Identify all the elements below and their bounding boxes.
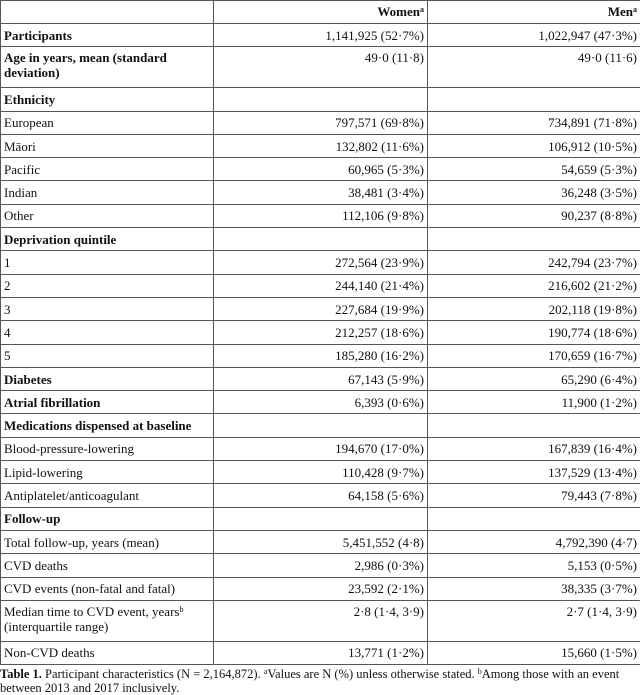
men-value: 65,290 (6·4%) [428, 367, 640, 390]
men-value: 54,659 (5·3%) [428, 158, 640, 181]
row-label [1, 321, 214, 344]
table-row [1, 111, 640, 134]
women-value: 13,771 (1·2%) [214, 641, 428, 664]
men-value: 11,900 (1·2%) [428, 391, 640, 414]
row-label-text: Follow-up [4, 511, 60, 526]
row-label-text: Ethnicity [4, 92, 55, 107]
header-women-text: Women [377, 4, 420, 19]
table-row [1, 530, 640, 553]
table-row [1, 461, 640, 484]
row-label [1, 274, 214, 297]
women-value: 112,106 (9·8%) [214, 204, 428, 227]
men-value: 79,443 (7·8%) [428, 484, 640, 507]
table-row [1, 158, 640, 181]
women-value: 64,158 (5·6%) [214, 484, 428, 507]
row-label [1, 530, 214, 553]
men-value: 1,022,947 (47·3%) [428, 24, 640, 47]
men-value [428, 414, 640, 437]
women-value: 110,428 (9·7%) [214, 461, 428, 484]
women-value: 6,393 (0·6%) [214, 391, 428, 414]
footnote-marker: b [179, 605, 183, 614]
table-row [1, 554, 640, 577]
row-label [1, 414, 214, 437]
women-value: 272,564 (23·9%) [214, 251, 428, 274]
table-row [1, 391, 640, 414]
women-value: 797,571 (69·8%) [214, 111, 428, 134]
table-caption [0, 665, 640, 695]
women-value: 244,140 (21·4%) [214, 274, 428, 297]
row-label-text: Non-CVD deaths [4, 645, 95, 660]
row-label-text: European [4, 115, 54, 130]
row-label-text: CVD deaths [4, 558, 68, 573]
footnote-marker: a [264, 667, 268, 676]
caption-title: Table 1. [0, 667, 42, 681]
women-value: 212,257 (18·6%) [214, 321, 428, 344]
row-label-text: Deprivation quintile [4, 232, 116, 247]
row-label [1, 181, 214, 204]
men-value: 170,659 (16·7%) [428, 344, 640, 367]
men-value: 137,529 (13·4%) [428, 461, 640, 484]
men-value: 734,891 (71·8%) [428, 111, 640, 134]
row-label [1, 641, 214, 664]
women-value: 23,592 (2·1%) [214, 577, 428, 600]
table-row [1, 344, 640, 367]
table-row [1, 484, 640, 507]
men-value: 15,660 (1·5%) [428, 641, 640, 664]
row-label-text: Lipid-lowering [4, 465, 83, 480]
men-value: 90,237 (8·8%) [428, 204, 640, 227]
caption-text: Values are N (%) unless otherwise stated. [267, 667, 477, 681]
row-label [1, 134, 214, 157]
men-value: 106,912 (10·5%) [428, 134, 640, 157]
men-value [428, 507, 640, 530]
men-value: 202,118 (19·8%) [428, 297, 640, 320]
table-row [1, 641, 640, 664]
women-value: 2·8 (1·4, 3·9) [214, 600, 428, 641]
women-value: 132,802 (11·6%) [214, 134, 428, 157]
header-row [1, 1, 640, 24]
women-value: 227,684 (19·9%) [214, 297, 428, 320]
row-label [1, 204, 214, 227]
table-row [1, 88, 640, 111]
table-row [1, 437, 640, 460]
row-label [1, 88, 214, 111]
women-value [214, 88, 428, 111]
row-label [1, 158, 214, 181]
women-value [214, 507, 428, 530]
row-label-text: (interquartile range) [4, 619, 108, 634]
table-row [1, 24, 640, 47]
row-label-text: 1 [4, 255, 11, 270]
women-value: 185,280 (16·2%) [214, 344, 428, 367]
row-label-text: Indian [4, 185, 37, 200]
row-label [1, 24, 214, 47]
table-row [1, 47, 640, 88]
footnote-marker: b [478, 667, 482, 676]
men-value [428, 228, 640, 251]
row-label-text: Total follow-up, years (mean) [4, 535, 159, 550]
women-value: 60,965 (5·3%) [214, 158, 428, 181]
header-men [428, 1, 640, 24]
row-label-text: Medications dispensed at baseline [4, 418, 191, 433]
women-value: 49·0 (11·8) [214, 47, 428, 88]
header-men-text: Men [608, 4, 633, 19]
table-row [1, 367, 640, 390]
men-value: 38,335 (3·7%) [428, 577, 640, 600]
row-label [1, 600, 214, 641]
table-row [1, 507, 640, 530]
men-value: 36,248 (3·5%) [428, 181, 640, 204]
row-label-text: 4 [4, 325, 11, 340]
row-label-text: CVD events (non-fatal and fatal) [4, 581, 175, 596]
men-value: 167,839 (16·4%) [428, 437, 640, 460]
row-label-text: Median time to CVD event, years [4, 604, 179, 619]
row-label [1, 367, 214, 390]
header-women [214, 1, 428, 24]
footnote-marker: a [420, 5, 424, 14]
row-label [1, 47, 214, 88]
row-label [1, 251, 214, 274]
row-label [1, 391, 214, 414]
men-value: 216,602 (21·2%) [428, 274, 640, 297]
row-label-text: Participants [4, 28, 72, 43]
row-label [1, 437, 214, 460]
men-value: 190,774 (18·6%) [428, 321, 640, 344]
table-row [1, 251, 640, 274]
men-value: 5,153 (0·5%) [428, 554, 640, 577]
table-row [1, 600, 640, 641]
men-value: 2·7 (1·4, 3·9) [428, 600, 640, 641]
row-label-text: 3 [4, 302, 11, 317]
women-value: 1,141,925 (52·7%) [214, 24, 428, 47]
women-value: 38,481 (3·4%) [214, 181, 428, 204]
row-label-text: Māori [4, 139, 36, 154]
row-label-text: Pacific [4, 162, 40, 177]
table-row [1, 577, 640, 600]
row-label [1, 344, 214, 367]
row-label-text: Other [4, 208, 34, 223]
men-value: 4,792,390 (4·7) [428, 530, 640, 553]
header-label [1, 1, 214, 24]
row-label-text: 5 [4, 348, 11, 363]
women-value [214, 414, 428, 437]
row-label [1, 484, 214, 507]
women-value: 5,451,552 (4·8) [214, 530, 428, 553]
row-label [1, 228, 214, 251]
row-label [1, 461, 214, 484]
row-label [1, 297, 214, 320]
women-value: 67,143 (5·9%) [214, 367, 428, 390]
table-row [1, 321, 640, 344]
table-row [1, 297, 640, 320]
men-value [428, 88, 640, 111]
women-value [214, 228, 428, 251]
table-row [1, 414, 640, 437]
caption-text: Participant characteristics (N = 2,164,872). [42, 667, 264, 681]
women-value: 194,670 (17·0%) [214, 437, 428, 460]
row-label-text: Blood-pressure-lowering [4, 441, 134, 456]
row-label [1, 507, 214, 530]
row-label-text: 2 [4, 278, 11, 293]
men-value: 242,794 (23·7%) [428, 251, 640, 274]
table-row [1, 181, 640, 204]
caption-text: Among those with an event between 2013 and 2017 inclusively. [0, 667, 619, 695]
women-value: 2,986 (0·3%) [214, 554, 428, 577]
table-row [1, 228, 640, 251]
table-row [1, 134, 640, 157]
row-label-text: Diabetes [4, 372, 52, 387]
table-row [1, 274, 640, 297]
row-label-text: Atrial fibrillation [4, 395, 100, 410]
row-label-text: Antiplatelet/anticoagulant [4, 488, 139, 503]
footnote-marker: a [633, 5, 637, 14]
men-value: 49·0 (11·6) [428, 47, 640, 88]
table-row [1, 204, 640, 227]
row-label [1, 577, 214, 600]
row-label-text: Age in years, mean (standard deviation) [4, 50, 167, 80]
row-label [1, 554, 214, 577]
row-label [1, 111, 214, 134]
